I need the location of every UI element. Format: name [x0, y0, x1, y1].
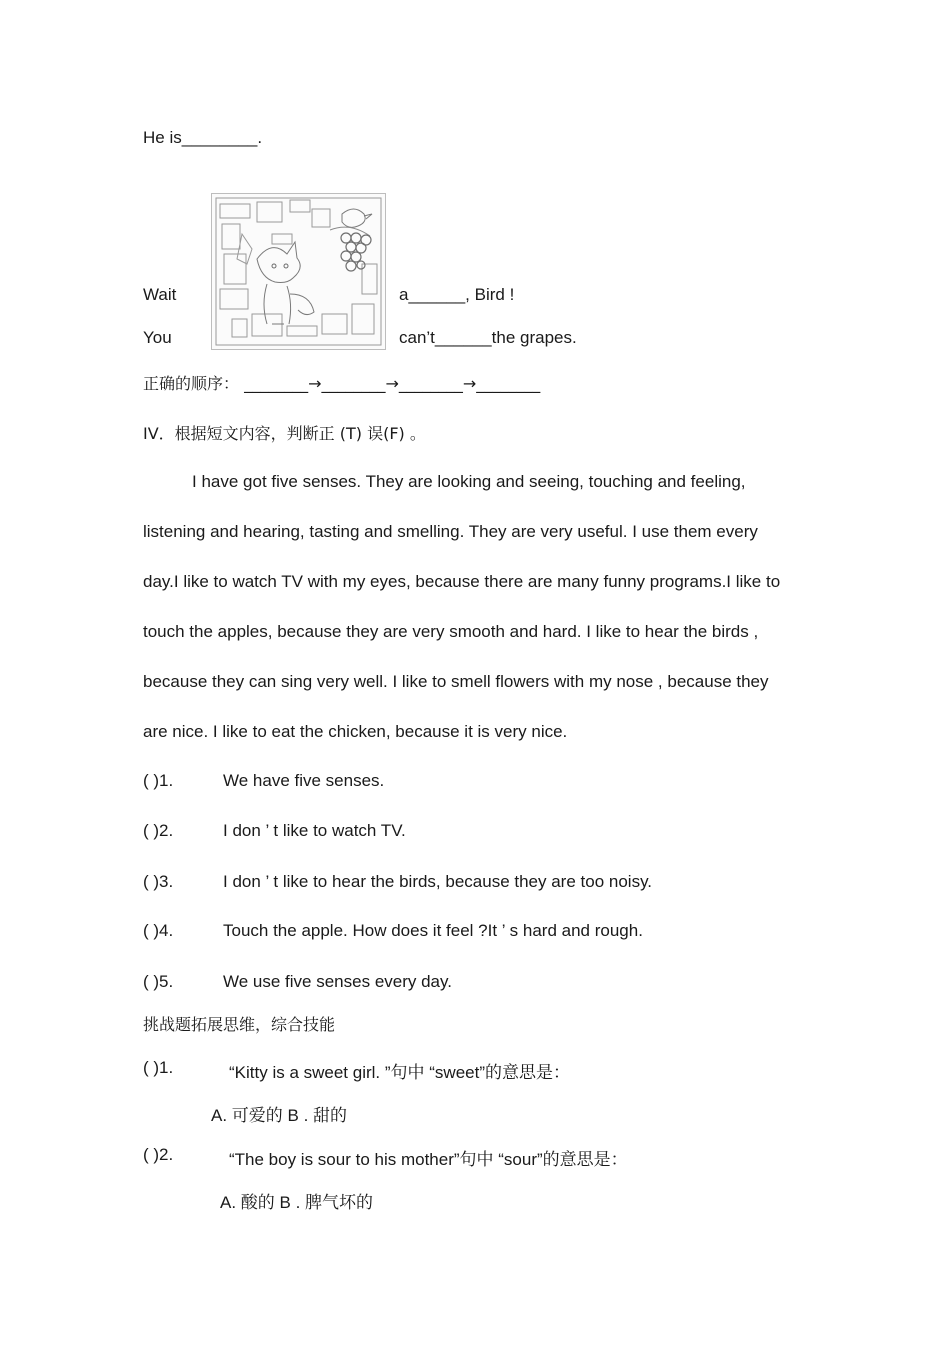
he-is-line: He is________. [143, 128, 263, 147]
correct-order-line: 正确的顺序： ________→________→________→________ [143, 374, 541, 393]
passage-line-5: because they can sing very well. I like to smell flowers with my nose , because they [143, 672, 769, 691]
tf-item-1-text: We have five senses. [223, 771, 385, 790]
mc-item-1-bracket: ( )1. [143, 1058, 174, 1077]
tf-item-5-bracket: ( )5. [143, 972, 174, 991]
tf-item-2-text: I don ’ t like to watch TV. [223, 821, 406, 840]
tf-item-3-text: I don ’ t like to hear the birds, because they are too noisy. [223, 872, 653, 891]
illustration-drawing [212, 194, 385, 349]
wait-label: Wait [143, 285, 177, 304]
passage-line-3: day.I like to watch TV with my eyes, because there are many funny programs.I like to [143, 572, 781, 591]
passage-line-1: I have got five senses. They are looking and seeing, touching and feeling, [192, 472, 746, 491]
mc-item-2-question: “The boy is sour to his mother”句中 “sour”的意思是： [229, 1150, 628, 1169]
tf-item-4-bracket: ( )4. [143, 921, 174, 940]
mc-item-1-options: A. 可爱的 B . 甜的 [211, 1106, 348, 1125]
passage-line-4: touch the apples, because they are very smooth and hard. I like to hear the birds , [143, 622, 759, 641]
mc-item-2-options: A. 酸的 B . 脾气坏的 [220, 1193, 374, 1212]
mc-item-1-question: “Kitty is a sweet girl. ”句中 “sweet”的意思是： [229, 1063, 570, 1082]
challenge-section-title: 挑战题拓展思维，综合技能 [143, 1015, 336, 1034]
passage-line-6: are nice. I like to eat the chicken, because it is very nice. [143, 722, 568, 741]
you-label: You [143, 328, 172, 347]
section-iv-title: IV．根据短文内容，判断正 (T) 误(F) 。 [143, 424, 426, 443]
tf-item-5-text: We use five senses every day. [223, 972, 452, 991]
fox-and-grapes-illustration [211, 193, 386, 350]
wait-sentence-blank: a______, Bird ! [399, 285, 515, 304]
tf-item-3-bracket: ( )3. [143, 872, 174, 891]
you-sentence-blank: can’t______the grapes. [399, 328, 577, 347]
tf-item-4-text: Touch the apple. How does it feel ?It ’ s hard and rough. [223, 921, 643, 940]
mc-item-2-bracket: ( )2. [143, 1145, 174, 1164]
passage-line-2: listening and hearing, tasting and smelling. They are very useful. I use them every [143, 522, 758, 541]
tf-item-1-bracket: ( )1. [143, 771, 174, 790]
tf-item-2-bracket: ( )2. [143, 821, 174, 840]
